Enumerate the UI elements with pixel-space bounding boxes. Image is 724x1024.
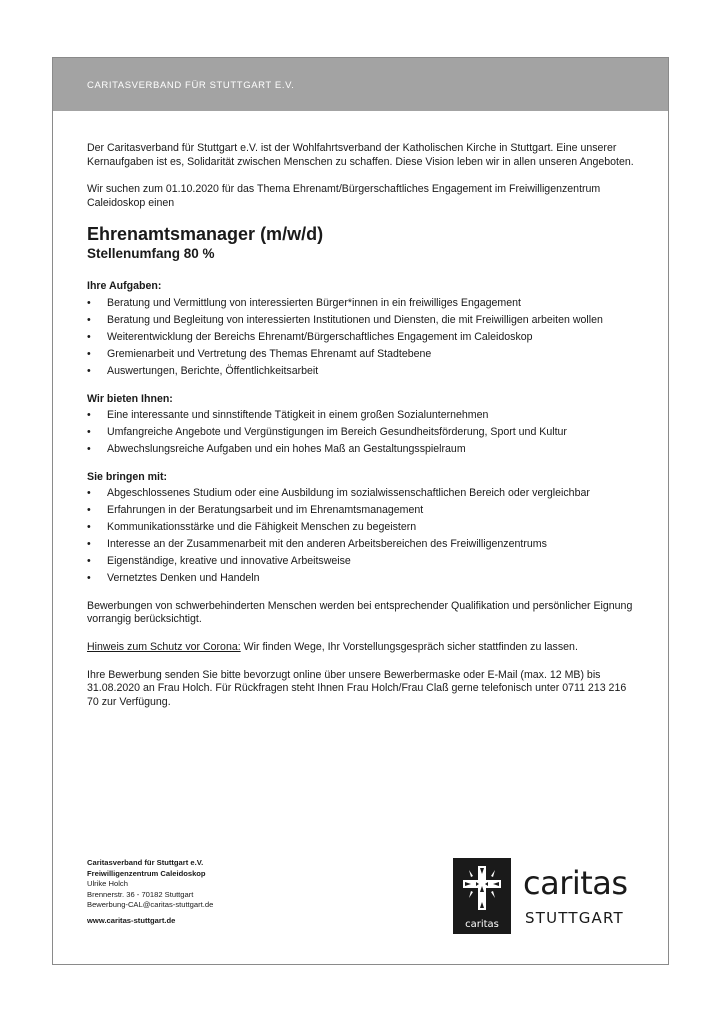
- list-item: • Auswertungen, Berichte, Öffentlichkeitsarbeit: [87, 364, 319, 377]
- tasks-list: [87, 297, 639, 379]
- offer-list: [87, 409, 639, 457]
- bullet-icon: •: [87, 330, 91, 343]
- list-item: • Abwechslungsreiche Aufgaben und ein hohes Maß an Gestaltungsspielraum: [87, 443, 466, 456]
- bullet-icon: •: [87, 426, 91, 439]
- footer-contact: [87, 858, 213, 926]
- bullet-icon: •: [87, 555, 91, 568]
- list-item: • Gremienarbeit und Vertretung des Themas Ehrenamt auf Stadtebene: [87, 347, 432, 360]
- caritas-flame-cross-icon: [459, 862, 505, 914]
- footer-website[interactable]: www.caritas-stuttgart.de: [87, 915, 176, 925]
- bullet-icon: •: [87, 409, 91, 422]
- list-item: • Beratung und Begleitung von interessierten Institutionen und Diensten, die mit Freiwilligen arbeiten wollen: [87, 313, 603, 326]
- logo-badge: [453, 858, 511, 934]
- list-item: • Umfangreiche Angebote und Vergünstigungen im Bereich Gesundheitsförderung, Sport und Kultur: [87, 426, 567, 439]
- application-note: Ihre Bewerbung senden Sie bitte bevorzugt online über unsere Bewerbermaske oder E-Mail (max. 12 MB) bis 31.08.2020 an Frau Holch. Für Rückfragen steht Ihnen Frau Holch/Frau Claß gerne telefonisch unter 0711 213 216 70 zur Verfügung.: [87, 668, 627, 708]
- bullet-icon: •: [87, 538, 91, 551]
- footer-org: Caritasverband für Stuttgart e.V.: [87, 858, 204, 867]
- bullet-icon: •: [87, 443, 91, 456]
- corona-text: Wir finden Wege, Ihr Vorstellungsgespräch sicher stattfinden zu lassen.: [240, 640, 578, 653]
- search-paragraph: Wir suchen zum 01.10.2020 für das Thema Ehrenamt/Bürgerschaftliches Engagement im Freiwilligenzentrum Caleidoskop einen: [87, 183, 601, 209]
- job-scope: Stellenumfang 80 %: [87, 246, 215, 262]
- main-content: [87, 142, 639, 723]
- bullet-icon: •: [87, 296, 91, 309]
- list-item: • Eigenständige, kreative und innovative Arbeitsweise: [87, 555, 351, 568]
- offer-heading: Wir bieten Ihnen:: [87, 392, 173, 405]
- bullet-icon: •: [87, 572, 91, 585]
- tasks-heading: Ihre Aufgaben:: [87, 280, 162, 293]
- footer-address: Brennerstr. 36 - 70182 Stuttgart: [87, 889, 194, 899]
- header-band: [53, 58, 668, 111]
- requirements-list: [87, 487, 639, 586]
- disability-note: Bewerbungen von schwerbehinderten Menschen werden bei entsprechender Qualifikation und persönlicher Eignung vorrangig berücksichtigt.: [87, 599, 633, 626]
- caritas-logo: [453, 858, 643, 934]
- list-item: • Erfahrungen in der Beratungsarbeit und im Ehrenamtsmanagement: [87, 504, 424, 517]
- corona-note: [87, 641, 639, 655]
- bullet-icon: •: [87, 313, 91, 326]
- list-item: • Eine interessante und sinnstiftende Tätigkeit in einem großen Sozialunternehmen: [87, 409, 489, 422]
- logo-city: STUTTGART: [525, 909, 624, 927]
- list-item: • Beratung und Vermittlung von interessierten Bürger*innen in ein freiwilliges Engagement: [87, 296, 521, 309]
- footer-unit: Freiwilligenzentrum Caleidoskop: [87, 868, 206, 878]
- list-item: • Abgeschlossenes Studium oder eine Ausbildung im sozialwissenschaftlichen Bereich oder vergleichbar: [87, 487, 590, 500]
- footer-contact-name: Ulrike Holch: [87, 879, 128, 888]
- bullet-icon: •: [87, 521, 91, 534]
- logo-badge-text: caritas: [465, 919, 499, 930]
- bullet-icon: •: [87, 364, 91, 377]
- header-org-name: CARITASVERBAND FÜR STUTTGART E.V.: [87, 80, 295, 91]
- intro-paragraph: Der Caritasverband für Stuttgart e.V. ist der Wohlfahrtsverband der Katholischen Kirche in Stuttgart. Eine unserer Kernaufgaben ist es, Solidarität zwischen Menschen zu schaffen. Diese Vision leben wir in allen unseren Angeboten.: [87, 142, 634, 168]
- document-frame: [52, 57, 669, 965]
- bullet-icon: •: [87, 347, 91, 360]
- list-item: • Weiterentwicklung der Bereichs Ehrenamt/Bürgerschaftliches Engagement im Caleidoskop: [87, 330, 533, 343]
- list-item: • Vernetztes Denken und Handeln: [87, 572, 260, 585]
- bullet-icon: •: [87, 504, 91, 517]
- requirements-heading: Sie bringen mit:: [87, 470, 168, 483]
- logo-wordmark: caritas: [523, 864, 628, 902]
- list-item: • Kommunikationsstärke und die Fähigkeit Menschen zu begeistern: [87, 521, 417, 534]
- footer-email[interactable]: Bewerbung-CAL@caritas-stuttgart.de: [87, 900, 214, 909]
- bullet-icon: •: [87, 487, 91, 500]
- job-title: Ehrenamtsmanager (m/w/d): [87, 224, 324, 245]
- corona-label: Hinweis zum Schutz vor Corona:: [87, 640, 241, 653]
- list-item: • Interesse an der Zusammenarbeit mit den anderen Arbeitsbereichen des Freiwilligenzentrums: [87, 538, 547, 551]
